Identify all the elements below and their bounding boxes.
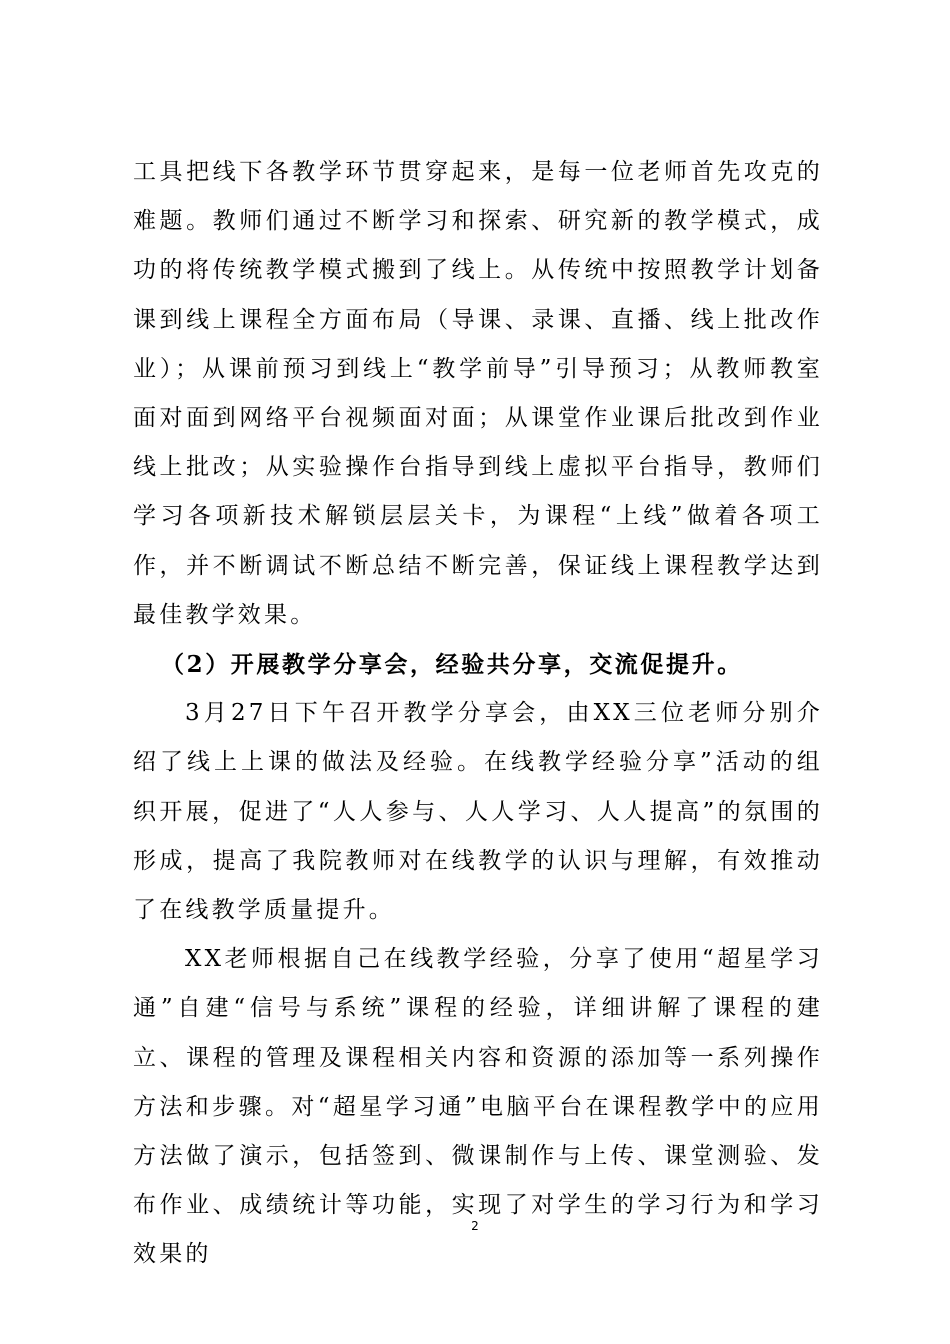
section-heading: （2）开展教学分享会，经验共分享，交流促提升。 <box>161 651 743 679</box>
page-number: 2 <box>471 1219 479 1233</box>
paragraph-sharing-session: 3月27日下午召开教学分享会，由XX三位老师分别介绍了线上上课的做法及经验。在线教学经验分享”活动的组织开展，促进了“人人参与、人人学习、人人提高”的氛围的形成，提高了我院教师对在线教学的认识与理解，有效推动了在线教学质量提升。 <box>133 700 823 924</box>
paragraph-continuation: 工具把线下各教学环节贯穿起来，是每一位老师首先攻克的难题。教师们通过不断学习和探索、研究新的教学模式，成功的将传统教学模式搬到了线上。从传统中按照教学计划备课到线上课程全方面布局（导课、录课、直播、线上批改作业）；从课前预习到线上“教学前导”引导预习；从教师教室面对面到网络平台视频面对面；从课堂作业课后批改到作业线上批改；从实验操作台指导到线上虚拟平台指导，教师们学习各项新技术解锁层层关卡，为课程“上线”做着各项工作，并不断调试不断总结不断完善，保证线上课程教学达到最佳教学效果。 <box>133 159 823 628</box>
paragraph-teacher-experience: XX老师根据自己在线教学经验，分享了使用“超星学习通”自建“信号与系统”课程的经验，详细讲解了课程的建立、课程的管理及课程相关内容和资源的添加等一系列操作方法和步骤。对“超星学习通”电脑平台在课程教学中的应用方法做了演示，包括签到、微课制作与上传、课堂测验、发布作业、成绩统计等功能，实现了对学生的学习行为和学习效果的 <box>133 946 823 1268</box>
document-body <box>133 148 823 1280</box>
